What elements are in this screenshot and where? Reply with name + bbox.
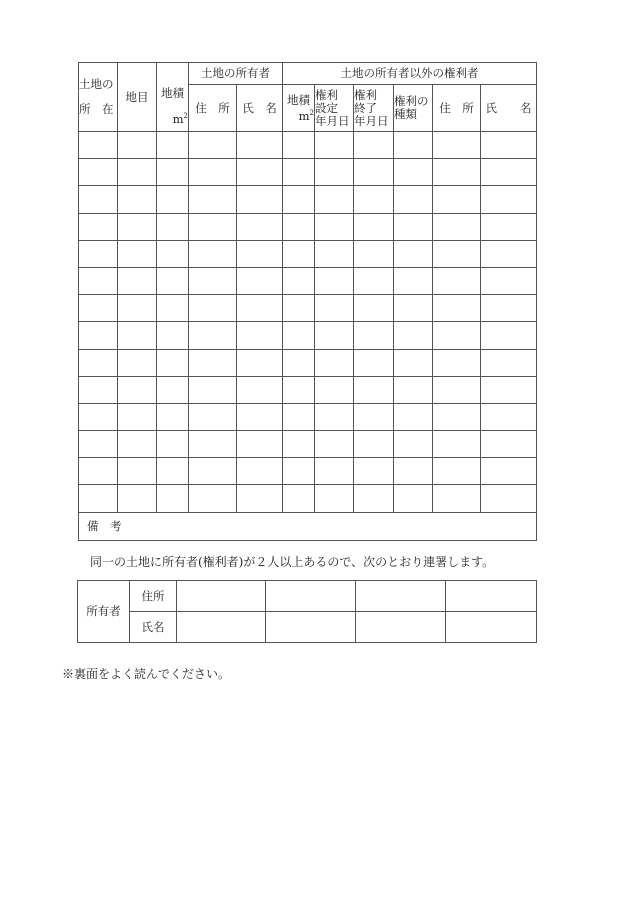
table-cell[interactable]	[394, 240, 433, 267]
signer-address-field[interactable]	[356, 581, 446, 612]
table-cell[interactable]	[315, 213, 354, 240]
header-other-name: 氏 名	[481, 85, 537, 132]
table-cell[interactable]	[433, 322, 481, 349]
table-cell[interactable]	[481, 267, 537, 294]
table-cell[interactable]	[237, 322, 283, 349]
table-cell[interactable]	[118, 159, 157, 186]
table-cell[interactable]	[433, 349, 481, 376]
table-cell[interactable]	[118, 403, 157, 430]
table-cell[interactable]	[354, 403, 394, 430]
table-cell[interactable]	[354, 322, 394, 349]
table-cell[interactable]	[189, 186, 237, 213]
table-cell[interactable]	[157, 159, 189, 186]
table-cell[interactable]	[315, 132, 354, 159]
table-row	[79, 349, 537, 376]
table-row	[79, 458, 537, 485]
table-cell[interactable]	[394, 267, 433, 294]
table-cell[interactable]	[354, 132, 394, 159]
address-label: 住所	[130, 581, 177, 612]
table-cell[interactable]	[315, 240, 354, 267]
table-cell[interactable]	[283, 376, 315, 403]
table-cell[interactable]	[189, 240, 237, 267]
table-cell[interactable]	[79, 213, 118, 240]
signature-table	[77, 580, 537, 643]
table-cell[interactable]	[118, 458, 157, 485]
header-right-type: 権利の 種類	[394, 85, 433, 132]
table-cell[interactable]	[354, 159, 394, 186]
table-cell[interactable]	[157, 349, 189, 376]
table-cell[interactable]	[394, 295, 433, 322]
table-cell[interactable]	[189, 349, 237, 376]
owner-label: 所有者	[78, 581, 130, 643]
header-other-address: 住 所	[433, 85, 481, 132]
table-cell[interactable]	[283, 159, 315, 186]
signer-name-field[interactable]	[446, 612, 537, 643]
joint-signature-statement: 同一の土地に所有者(権利者)が２人以上あるので、次のとおり連署します。	[90, 555, 495, 569]
table-cell[interactable]	[237, 132, 283, 159]
table-cell[interactable]	[79, 159, 118, 186]
table-cell[interactable]	[354, 267, 394, 294]
table-cell[interactable]	[283, 267, 315, 294]
signer-address-field[interactable]	[446, 581, 537, 612]
table-cell[interactable]	[315, 159, 354, 186]
table-cell[interactable]	[394, 159, 433, 186]
table-cell[interactable]	[283, 403, 315, 430]
table-cell[interactable]	[237, 431, 283, 458]
table-row	[79, 431, 537, 458]
table-cell[interactable]	[79, 458, 118, 485]
table-cell[interactable]	[118, 186, 157, 213]
table-cell[interactable]	[481, 458, 537, 485]
table-cell[interactable]	[157, 213, 189, 240]
table-cell[interactable]	[283, 322, 315, 349]
table-cell[interactable]	[283, 213, 315, 240]
table-cell[interactable]	[118, 240, 157, 267]
table-cell[interactable]	[157, 485, 189, 512]
table-cell[interactable]	[315, 267, 354, 294]
table-cell[interactable]	[481, 132, 537, 159]
table-cell[interactable]	[394, 132, 433, 159]
name-label: 氏名	[130, 612, 177, 643]
table-cell[interactable]	[157, 295, 189, 322]
table-cell[interactable]	[79, 240, 118, 267]
header-location: 土地の 所 在	[79, 63, 118, 132]
table-cell[interactable]	[481, 485, 537, 512]
table-cell[interactable]	[315, 376, 354, 403]
table-cell[interactable]	[237, 403, 283, 430]
table-row	[79, 376, 537, 403]
table-cell[interactable]	[79, 322, 118, 349]
table-cell[interactable]	[283, 240, 315, 267]
table-cell[interactable]	[283, 485, 315, 512]
table-row	[79, 267, 537, 294]
table-cell[interactable]	[481, 213, 537, 240]
table-cell[interactable]	[79, 485, 118, 512]
header-right-start: 権利 設定 年月日	[315, 85, 354, 132]
back-side-note: ※裏面をよく読んでください。	[62, 667, 231, 681]
table-cell[interactable]	[237, 295, 283, 322]
signer-address-field[interactable]	[266, 581, 356, 612]
signer-name-field[interactable]	[356, 612, 446, 643]
table-cell[interactable]	[189, 132, 237, 159]
table-cell[interactable]	[354, 458, 394, 485]
table-row	[79, 485, 537, 512]
table-cell[interactable]	[79, 295, 118, 322]
table-cell[interactable]	[157, 186, 189, 213]
table-cell[interactable]	[394, 458, 433, 485]
header-other-area: 地積 $m^2$	[283, 85, 315, 132]
table-row	[79, 213, 537, 240]
table-cell[interactable]	[79, 186, 118, 213]
table-cell[interactable]	[189, 322, 237, 349]
table-cell[interactable]	[189, 431, 237, 458]
table-cell[interactable]	[433, 403, 481, 430]
table-cell[interactable]	[315, 322, 354, 349]
table-cell[interactable]	[118, 431, 157, 458]
table-cell[interactable]	[237, 240, 283, 267]
table-cell[interactable]	[315, 186, 354, 213]
table-cell[interactable]	[433, 186, 481, 213]
table-cell[interactable]	[189, 403, 237, 430]
table-cell[interactable]	[315, 431, 354, 458]
table-cell[interactable]	[354, 295, 394, 322]
table-cell[interactable]	[433, 295, 481, 322]
table-cell[interactable]	[315, 458, 354, 485]
table-cell[interactable]	[394, 213, 433, 240]
signer-address-field[interactable]	[177, 581, 266, 612]
table-cell[interactable]	[354, 349, 394, 376]
table-cell[interactable]	[237, 213, 283, 240]
land-table	[78, 62, 537, 541]
table-cell[interactable]	[79, 431, 118, 458]
table-cell[interactable]	[237, 458, 283, 485]
table-cell[interactable]	[394, 485, 433, 512]
table-cell[interactable]	[394, 376, 433, 403]
table-cell[interactable]	[189, 295, 237, 322]
table-cell[interactable]	[157, 322, 189, 349]
table-cell[interactable]	[354, 431, 394, 458]
table-cell[interactable]	[394, 431, 433, 458]
table-cell[interactable]	[157, 403, 189, 430]
table-row	[79, 240, 537, 267]
table-cell[interactable]	[433, 376, 481, 403]
table-cell[interactable]	[157, 458, 189, 485]
table-cell[interactable]	[189, 458, 237, 485]
table-cell[interactable]	[118, 267, 157, 294]
table-cell[interactable]	[283, 295, 315, 322]
table-cell[interactable]	[433, 267, 481, 294]
table-cell[interactable]	[315, 295, 354, 322]
table-cell[interactable]	[237, 267, 283, 294]
signer-name-field[interactable]	[266, 612, 356, 643]
table-cell[interactable]	[433, 159, 481, 186]
table-cell[interactable]	[283, 431, 315, 458]
table-cell[interactable]	[157, 267, 189, 294]
table-cell[interactable]	[354, 376, 394, 403]
table-cell[interactable]	[433, 240, 481, 267]
table-cell[interactable]	[118, 295, 157, 322]
table-cell[interactable]	[237, 376, 283, 403]
table-cell[interactable]	[79, 403, 118, 430]
table-cell[interactable]	[118, 376, 157, 403]
table-cell[interactable]	[237, 159, 283, 186]
table-row	[79, 132, 537, 159]
remarks-field[interactable]: 備 考	[79, 512, 537, 540]
table-cell[interactable]	[433, 132, 481, 159]
table-cell[interactable]	[283, 349, 315, 376]
table-cell[interactable]	[283, 458, 315, 485]
table-cell[interactable]	[315, 349, 354, 376]
table-cell[interactable]	[433, 431, 481, 458]
table-cell[interactable]	[394, 349, 433, 376]
table-cell[interactable]	[481, 186, 537, 213]
table-cell[interactable]	[118, 322, 157, 349]
table-cell[interactable]	[315, 403, 354, 430]
table-cell[interactable]	[189, 376, 237, 403]
table-cell[interactable]	[481, 349, 537, 376]
table-cell[interactable]	[354, 213, 394, 240]
table-cell[interactable]	[237, 349, 283, 376]
header-area: 地積 $m^2$	[157, 63, 189, 132]
table-cell[interactable]	[118, 349, 157, 376]
table-cell[interactable]	[481, 403, 537, 430]
table-cell[interactable]	[481, 431, 537, 458]
signer-name-field[interactable]	[177, 612, 266, 643]
table-cell[interactable]	[394, 322, 433, 349]
header-other-right-holders: 土地の所有者以外の権利者	[283, 63, 537, 85]
table-cell[interactable]	[157, 132, 189, 159]
table-cell[interactable]	[79, 132, 118, 159]
table-cell[interactable]	[118, 132, 157, 159]
table-cell[interactable]	[354, 240, 394, 267]
table-cell[interactable]	[189, 485, 237, 512]
table-cell[interactable]	[79, 349, 118, 376]
header-owner-address: 住 所	[189, 85, 237, 132]
table-cell[interactable]	[481, 159, 537, 186]
table-row	[79, 295, 537, 322]
table-cell[interactable]	[157, 376, 189, 403]
table-cell[interactable]	[237, 485, 283, 512]
table-cell[interactable]	[118, 485, 157, 512]
table-cell[interactable]	[354, 485, 394, 512]
table-cell[interactable]	[433, 213, 481, 240]
table-cell[interactable]	[189, 267, 237, 294]
table-cell[interactable]	[433, 485, 481, 512]
table-cell[interactable]	[189, 213, 237, 240]
table-cell[interactable]	[481, 240, 537, 267]
table-cell[interactable]	[481, 295, 537, 322]
table-row	[79, 186, 537, 213]
table-cell[interactable]	[481, 376, 537, 403]
table-row	[79, 322, 537, 349]
table-cell[interactable]	[354, 186, 394, 213]
table-cell[interactable]	[283, 132, 315, 159]
table-cell[interactable]	[157, 240, 189, 267]
table-cell[interactable]	[394, 186, 433, 213]
table-cell[interactable]	[283, 186, 315, 213]
header-land-category: 地目	[118, 63, 157, 132]
header-owner: 土地の所有者	[189, 63, 283, 85]
table-row	[79, 403, 537, 430]
table-cell[interactable]	[79, 267, 118, 294]
header-right-end: 権利 終了 年月日	[354, 85, 394, 132]
table-cell[interactable]	[394, 403, 433, 430]
table-cell[interactable]	[315, 485, 354, 512]
table-cell[interactable]	[157, 431, 189, 458]
table-cell[interactable]	[118, 213, 157, 240]
table-cell[interactable]	[79, 376, 118, 403]
table-cell[interactable]	[189, 159, 237, 186]
table-row	[79, 159, 537, 186]
table-cell[interactable]	[433, 458, 481, 485]
table-cell[interactable]	[481, 322, 537, 349]
table-cell[interactable]	[237, 186, 283, 213]
header-owner-name: 氏 名	[237, 85, 283, 132]
